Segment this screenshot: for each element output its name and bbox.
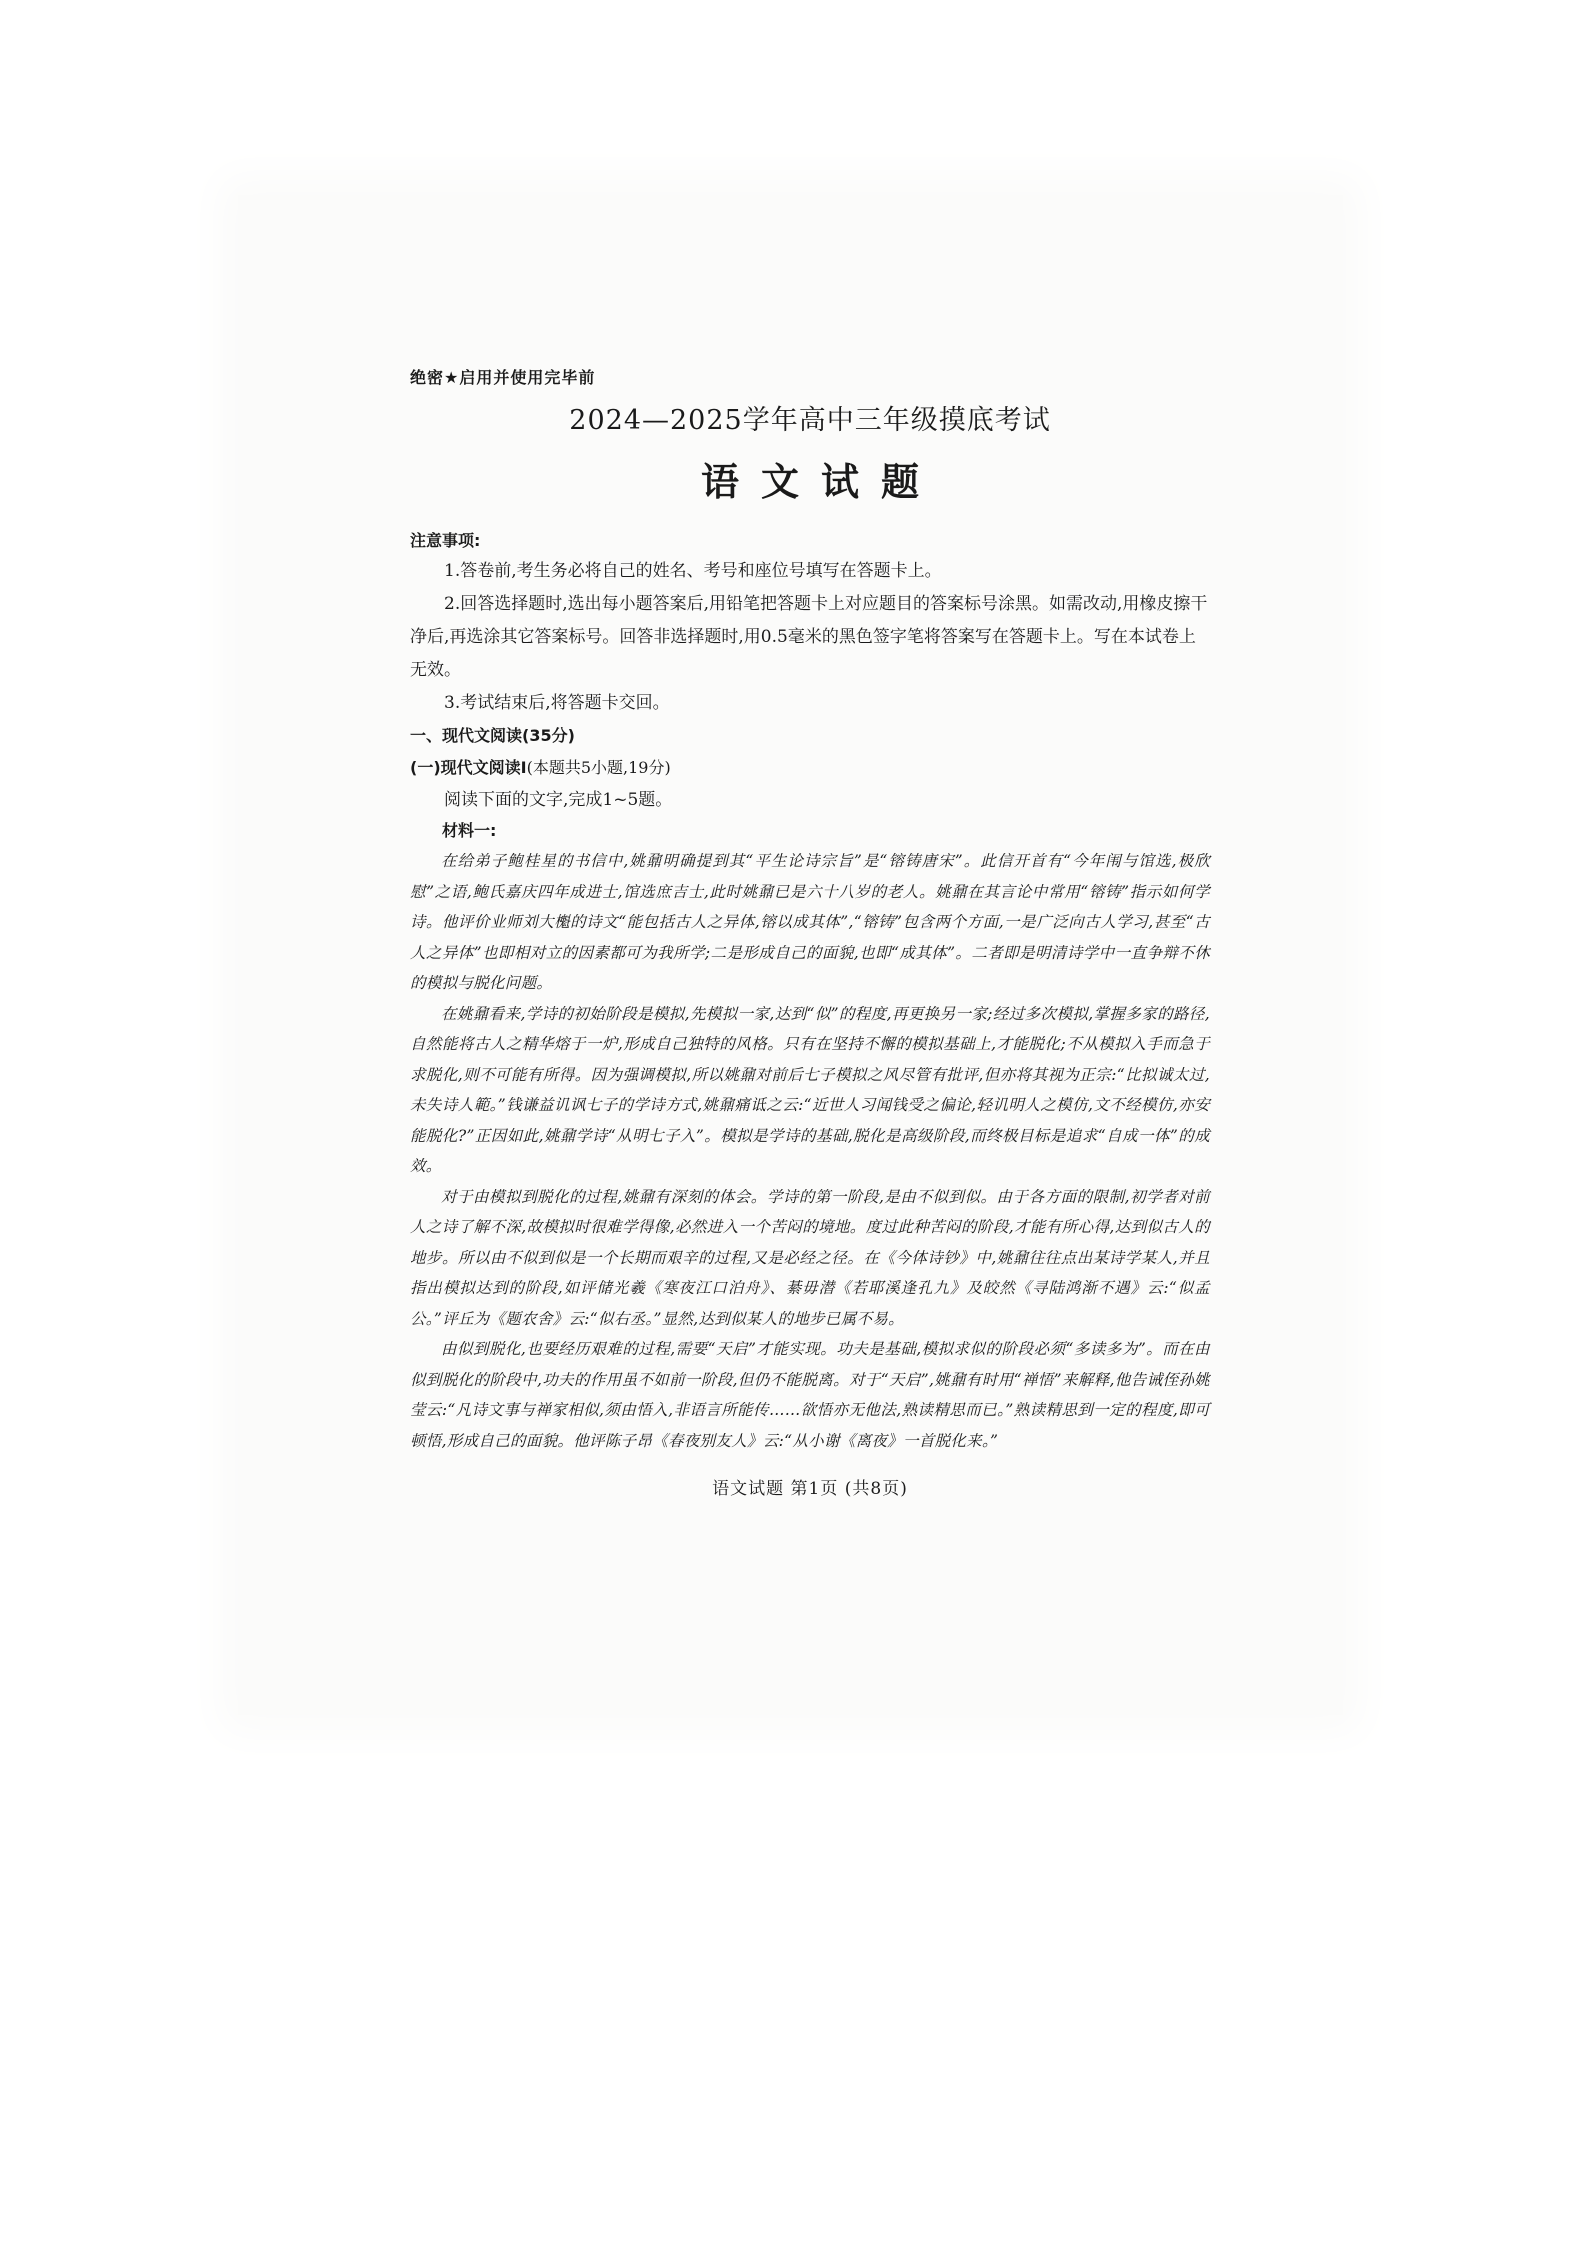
subsection-heading xyxy=(410,752,1210,784)
notice-heading: 注意事项: xyxy=(410,531,481,550)
notice-item: 2.回答选择题时,选出每小题答案后,用铅笔把答题卡上对应题目的答案标号涂黑。如需改动,用橡皮擦干净后,再选涂其它答案标号。回答非选择题时,用0.5毫米的黑色签字笔将答案写在答题卡上。写在本试卷上无效。 xyxy=(410,594,1208,680)
notice-list xyxy=(410,555,1210,720)
passage-paragraph: 由似到脱化,也要经历艰难的过程,需要“天启”才能实现。功夫是基础,模拟求似的阶段必须“多读多为”。而在由似到脱化的阶段中,功夫的作用虽不如前一阶段,但仍不能脱离。对于“天启”,姚鼐有时用“禅悟”来解释,他告诫侄孙姚莹云:“凡诗文事与禅家相似,须由悟入,非语言所能传……欲悟亦无他法,熟读精思而已。”熟读精思到一定的程度,即可顿悟,形成自己的面貌。他评陈子昂《春夜别友人》云:“从小谢《离夜》一首脱化来。” xyxy=(410,1340,1210,1450)
passage-paragraph: 对于由模拟到脱化的过程,姚鼐有深刻的体会。学诗的第一阶段,是由不似到似。由于各方面的限制,初学者对前人之诗了解不深,故模拟时很难学得像,必然进入一个苦闷的境地。度过此种苦闷的阶段,才能有所心得,达到似古人的地步。所以由不似到似是一个长期而艰辛的过程,又是必经之径。在《今体诗钞》中,姚鼐往往点出某诗学某人,并且指出模拟达到的阶段,如评储光羲《寒夜江口泊舟》、綦毋潜《若耶溪逢孔九》及皎然《寻陆鸿渐不遇》云:“似孟公。”评丘为《题农舍》云:“似右丞。”显然,达到似某人的地步已属不易。 xyxy=(410,1187,1210,1328)
exam-title: 2024—2025学年高中三年级摸底考试 xyxy=(569,405,1051,436)
subject-title: 语文试题 xyxy=(700,460,941,504)
passage-paragraph: 在给弟子鲍桂星的书信中,姚鼐明确提到其“平生论诗宗旨”是“镕铸唐宋”。此信开首有“今年闱与馆选,极欣慰”之语,鲍氏嘉庆四年成进士,馆选庶吉士,此时姚鼐已是六十八岁的老人。姚鼐在其言论中常用“镕铸”指示如何学诗。他评价业师刘大櫆的诗文“能包括古人之异体,镕以成其体”,“镕铸”包含两个方面,一是广泛向古人学习,甚至“古人之异体”也即相对立的因素都可为我所学;二是形成自己的面貌,也即“成其体”。二者即是明清诗学中一直争辩不休的模拟与脱化问题。 xyxy=(410,852,1210,992)
subsection-detail: (本题共5小题,19分) xyxy=(526,758,671,777)
material-label: 材料一: xyxy=(442,821,497,840)
subsection-prefix: (一)现代文阅读Ⅰ xyxy=(410,758,527,777)
notice-item: 3.考试结束后,将答题卡交回。 xyxy=(444,693,670,713)
reading-passage xyxy=(410,846,1210,1456)
exam-sheet xyxy=(410,365,1210,1499)
passage-paragraph: 在姚鼐看来,学诗的初始阶段是模拟,先模拟一家,达到“似”的程度,再更换另一家;经过多次模拟,掌握多家的路径,自然能将古人之精华熔于一炉,形成自己独特的风格。只有在坚持不懈的模拟基础上,才能脱化;不从模拟入手而急于求脱化,则不可能有所得。因为强调模拟,所以姚鼐对前后七子模拟之风尽管有批评,但亦将其视为正宗:“比拟诚太过,未失诗人範。”钱谦益讥讽七子的学诗方式,姚鼐痛诋之云:“近世人习闻钱受之偏论,轻讥明人之模仿,文不经模仿,亦安能脱化?”正因如此,姚鼐学诗“从明七子入”。模拟是学诗的基础,脱化是高级阶段,而终极目标是追求“自成一体”的成效。 xyxy=(410,1004,1211,1175)
page-footer: 语文试题 第1页 (共8页) xyxy=(712,1479,908,1499)
reading-instruction: 阅读下面的文字,完成1~5题。 xyxy=(444,790,673,810)
notice-item: 1.答卷前,考生务必将自己的姓名、考号和座位号填写在答题卡上。 xyxy=(444,561,942,581)
section-heading: 一、现代文阅读(35分) xyxy=(410,726,575,745)
secret-label: 绝密★启用并使用完毕前 xyxy=(410,368,596,387)
